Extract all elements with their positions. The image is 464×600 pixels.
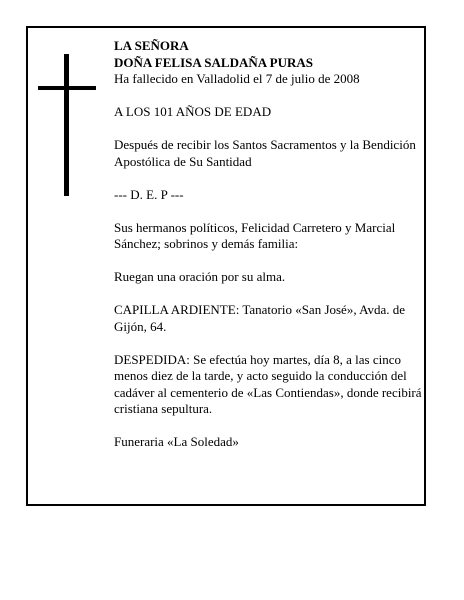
- sacraments-text: Después de recibir los Santos Sacramentos y la Bendición Apostólica de Su Santidad: [114, 137, 416, 169]
- age-line: A LOS 101 AÑOS DE EDAD: [114, 104, 272, 119]
- funeral-home-text: Funeraria «La Soledad»: [114, 434, 239, 449]
- cross-icon-bar: [38, 86, 96, 90]
- cross-icon: [64, 54, 69, 196]
- family-text: Sus hermanos políticos, Felicidad Carretero y Marcial Sánchez; sobrinos y demás familia:: [114, 219, 396, 251]
- death-info: Ha fallecido en Valladolid el 7 de julio de 2008: [114, 71, 360, 86]
- farewell-text: DESPEDIDA: Se efectúa hoy martes, día 8, a las cinco menos diez de la tarde, y acto seguido la conducción del cadáver al cementerio de «Las Contiendas», donde recibirá cristiana sepultura.: [114, 351, 422, 416]
- title-line: LA SEÑORA: [114, 38, 189, 53]
- deceased-name: DOÑA FELISA SALDAÑA PURAS: [114, 54, 314, 70]
- obituary-text: [114, 38, 426, 467]
- chapel-text: CAPILLA ARDIENTE: Tanatorio «San José», Avda. de Gijón, 64.: [114, 302, 406, 334]
- rip-line: --- D. E. P ---: [114, 186, 184, 202]
- prayer-text: Ruegan una oración por su alma.: [114, 269, 286, 284]
